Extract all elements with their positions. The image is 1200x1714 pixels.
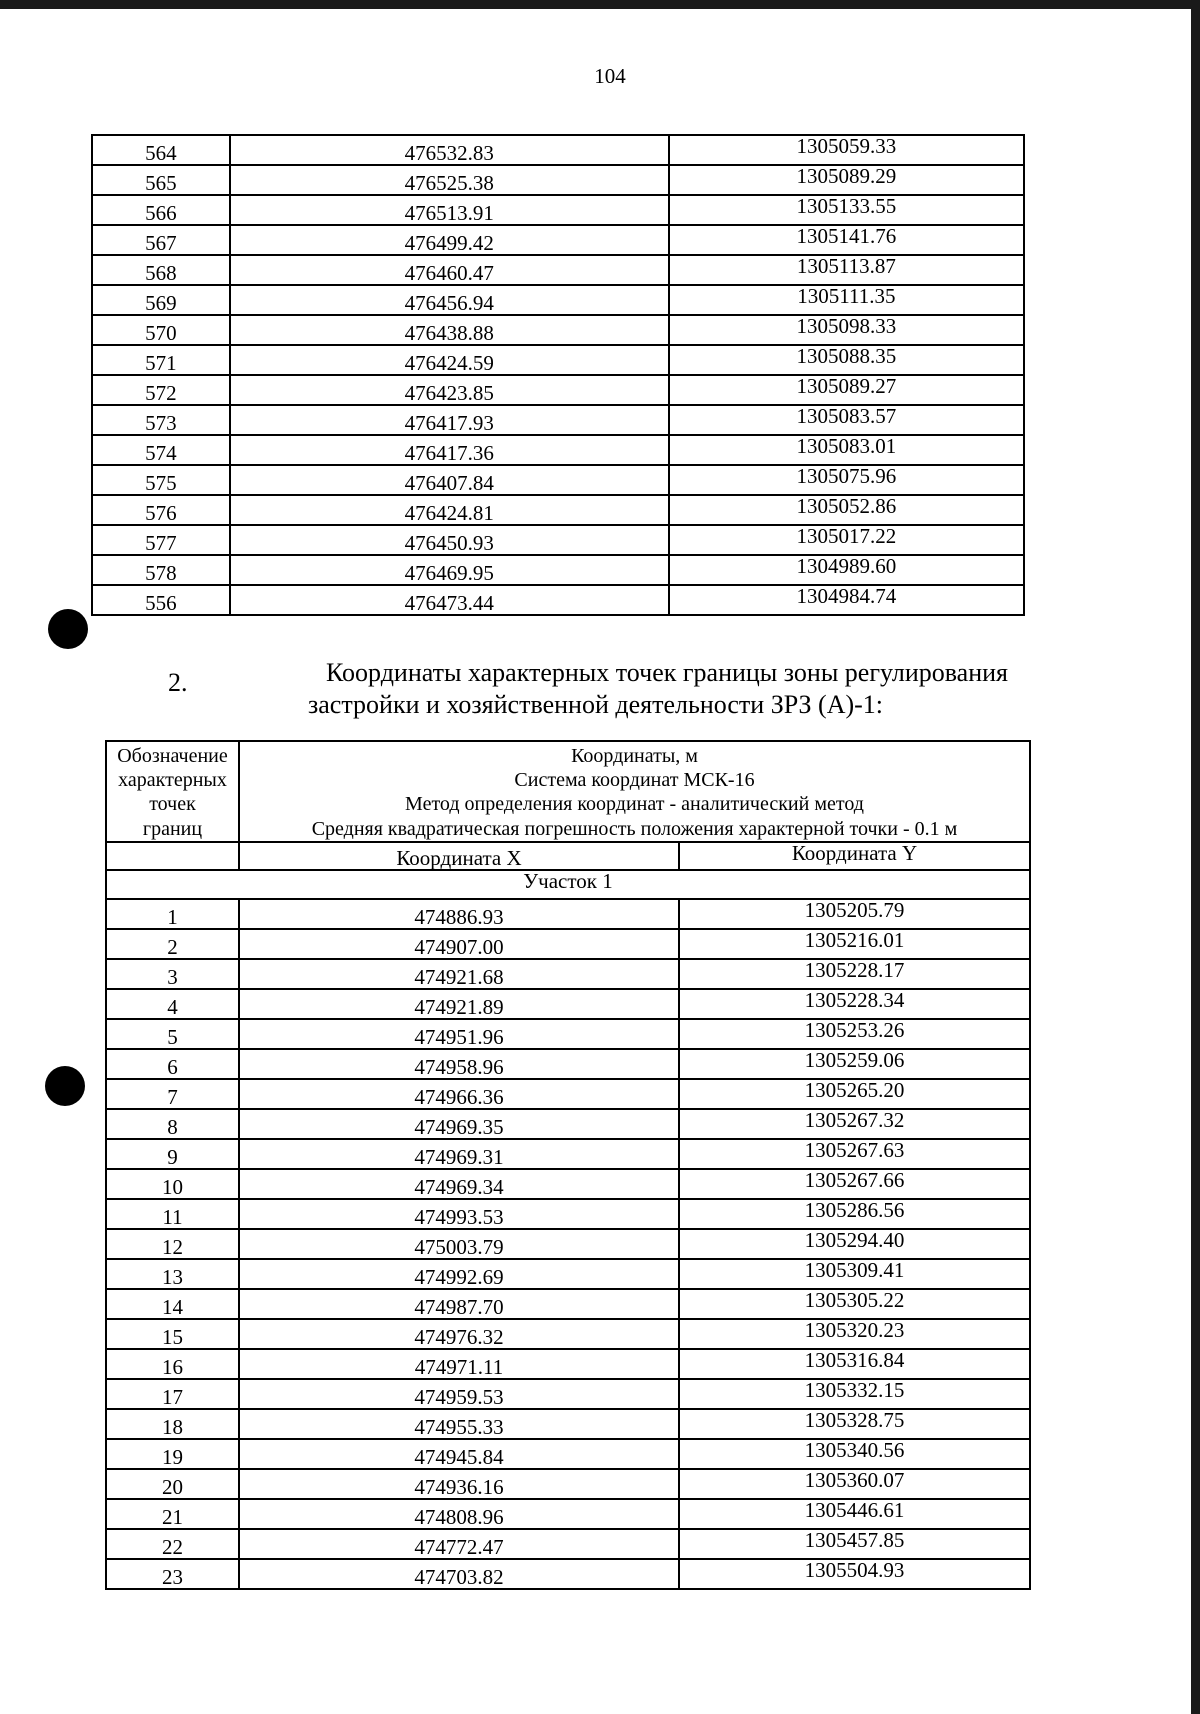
section-title-cell: Участок 1 — [106, 870, 1030, 899]
coordinate-y-cell: 1305111.35 — [669, 285, 1024, 315]
point-number-cell: 15 — [106, 1319, 239, 1349]
section-title-line1: Координаты характерных точек границы зоны регулирования — [326, 658, 1008, 687]
point-number-cell: 23 — [106, 1559, 239, 1589]
header-point-label — [106, 741, 239, 842]
point-number-cell: 1 — [106, 899, 239, 929]
coordinate-x-cell: 474969.31 — [239, 1139, 679, 1169]
coordinate-y-cell: 1304984.74 — [669, 585, 1024, 615]
point-number-cell: 18 — [106, 1409, 239, 1439]
coordinate-x-cell: 476450.93 — [230, 525, 669, 555]
coordinate-y-cell: 1305457.85 — [679, 1529, 1030, 1559]
table-row — [92, 195, 1024, 225]
coordinate-x-cell: 474955.33 — [239, 1409, 679, 1439]
coordinate-x-cell: 474886.93 — [239, 899, 679, 929]
coordinate-y-cell: 1305305.22 — [679, 1289, 1030, 1319]
point-number-cell: 573 — [92, 405, 230, 435]
coordinate-y-cell: 1305083.57 — [669, 405, 1024, 435]
point-number-cell: 564 — [92, 135, 230, 165]
coordinate-x-cell: 474958.96 — [239, 1049, 679, 1079]
coordinate-x-cell: 476499.42 — [230, 225, 669, 255]
coordinates-table-continued — [91, 134, 1025, 616]
point-number-cell: 576 — [92, 495, 230, 525]
header-coords-line: Средняя квадратическая погрешность положения характерной точки - 0.1 м — [311, 817, 958, 840]
coordinate-y-cell: 1305059.33 — [669, 135, 1024, 165]
header-label-line: границ — [142, 817, 203, 840]
table-row — [92, 165, 1024, 195]
table-row — [92, 225, 1024, 255]
coordinate-y-cell: 1305088.35 — [669, 345, 1024, 375]
coordinate-y-cell: 1305259.06 — [679, 1049, 1030, 1079]
table-row — [106, 1559, 1030, 1589]
coordinate-x-cell: 476513.91 — [230, 195, 669, 225]
table-row — [106, 1409, 1030, 1439]
table-row — [92, 465, 1024, 495]
coordinate-y-cell: 1305446.61 — [679, 1499, 1030, 1529]
table-row — [92, 555, 1024, 585]
header-coords-line: Система координат МСК-16 — [514, 769, 755, 792]
header-label-line: характерных — [118, 769, 227, 792]
table-row — [92, 495, 1024, 525]
column-header-x: Координата X — [239, 842, 679, 870]
point-number-cell: 17 — [106, 1379, 239, 1409]
point-number-cell: 14 — [106, 1289, 239, 1319]
coordinate-y-cell: 1305133.55 — [669, 195, 1024, 225]
point-number-cell: 556 — [92, 585, 230, 615]
table-row — [106, 1049, 1030, 1079]
table-row — [92, 585, 1024, 615]
table-row — [106, 1019, 1030, 1049]
coordinate-y-cell: 1305089.29 — [669, 165, 1024, 195]
coordinate-x-cell: 474907.00 — [239, 929, 679, 959]
coordinate-x-cell: 474993.53 — [239, 1199, 679, 1229]
point-number-cell: 22 — [106, 1529, 239, 1559]
coordinate-y-cell: 1305253.26 — [679, 1019, 1030, 1049]
coordinate-x-cell: 476460.47 — [230, 255, 669, 285]
coordinate-y-cell: 1305286.56 — [679, 1199, 1030, 1229]
header-coords-line: Метод определения координат - аналитический метод — [405, 793, 864, 816]
coordinate-x-cell: 476417.36 — [230, 435, 669, 465]
coordinate-x-cell: 474703.82 — [239, 1559, 679, 1589]
table-row — [106, 1289, 1030, 1319]
table-row — [106, 1469, 1030, 1499]
section-number: 2. — [168, 668, 188, 697]
coordinate-x-cell: 475003.79 — [239, 1229, 679, 1259]
scan-edge-right — [1191, 0, 1200, 1714]
coordinate-x-cell: 476456.94 — [230, 285, 669, 315]
coordinate-y-cell: 1305316.84 — [679, 1349, 1030, 1379]
table-header-row — [106, 741, 1030, 842]
coordinate-y-cell: 1305017.22 — [669, 525, 1024, 555]
table-row — [106, 1499, 1030, 1529]
point-number-cell: 7 — [106, 1079, 239, 1109]
point-number-cell: 11 — [106, 1199, 239, 1229]
table-row — [92, 435, 1024, 465]
table-section-row — [106, 870, 1030, 899]
point-number-cell: 571 — [92, 345, 230, 375]
header-label-line: точек — [149, 793, 196, 816]
coordinate-x-cell: 476424.81 — [230, 495, 669, 525]
table-row — [106, 1529, 1030, 1559]
zrz-coordinates-table — [105, 740, 1031, 1590]
table-row — [92, 525, 1024, 555]
header-label-line: Обозначение — [117, 745, 228, 767]
coordinate-x-cell: 474966.36 — [239, 1079, 679, 1109]
coordinate-y-cell: 1305089.27 — [669, 375, 1024, 405]
table-row — [106, 1079, 1030, 1109]
coordinate-x-cell: 474969.35 — [239, 1109, 679, 1139]
empty-cell — [106, 842, 239, 870]
coordinate-y-cell: 1305075.96 — [669, 465, 1024, 495]
point-number-cell: 10 — [106, 1169, 239, 1199]
table-row — [92, 345, 1024, 375]
scan-edge-top — [0, 0, 1200, 9]
coordinate-y-cell: 1305083.01 — [669, 435, 1024, 465]
coordinate-x-cell: 474808.96 — [239, 1499, 679, 1529]
coordinate-y-cell: 1305320.23 — [679, 1319, 1030, 1349]
point-number-cell: 5 — [106, 1019, 239, 1049]
coordinate-x-cell: 474936.16 — [239, 1469, 679, 1499]
table-row — [92, 405, 1024, 435]
coordinate-x-cell: 474987.70 — [239, 1289, 679, 1319]
table-row — [106, 1379, 1030, 1409]
coordinate-y-cell: 1305504.93 — [679, 1559, 1030, 1589]
table-row — [106, 1259, 1030, 1289]
table-row — [106, 959, 1030, 989]
point-number-cell: 6 — [106, 1049, 239, 1079]
table-row — [92, 135, 1024, 165]
point-number-cell: 2 — [106, 929, 239, 959]
point-number-cell: 20 — [106, 1469, 239, 1499]
point-number-cell: 567 — [92, 225, 230, 255]
point-number-cell: 578 — [92, 555, 230, 585]
coordinate-y-cell: 1305265.20 — [679, 1079, 1030, 1109]
point-number-cell: 577 — [92, 525, 230, 555]
coordinate-x-cell: 474945.84 — [239, 1439, 679, 1469]
point-number-cell: 12 — [106, 1229, 239, 1259]
coordinate-x-cell: 476407.84 — [230, 465, 669, 495]
coordinate-x-cell: 474921.89 — [239, 989, 679, 1019]
table-row — [106, 1319, 1030, 1349]
coordinate-y-cell: 1305332.15 — [679, 1379, 1030, 1409]
point-number-cell: 565 — [92, 165, 230, 195]
coordinate-x-cell: 476424.59 — [230, 345, 669, 375]
column-header-y: Координата Y — [679, 842, 1030, 870]
coordinate-y-cell: 1305294.40 — [679, 1229, 1030, 1259]
coordinate-y-cell: 1305328.75 — [679, 1409, 1030, 1439]
point-number-cell: 3 — [106, 959, 239, 989]
point-number-cell: 8 — [106, 1109, 239, 1139]
point-number-cell: 19 — [106, 1439, 239, 1469]
coordinate-y-cell: 1305228.34 — [679, 989, 1030, 1019]
coordinate-x-cell: 476532.83 — [230, 135, 669, 165]
coordinate-y-cell: 1305113.87 — [669, 255, 1024, 285]
coordinate-y-cell: 1305141.76 — [669, 225, 1024, 255]
table-row — [92, 255, 1024, 285]
coordinate-x-cell: 476473.44 — [230, 585, 669, 615]
coordinate-x-cell: 474992.69 — [239, 1259, 679, 1289]
coordinate-y-cell: 1305267.32 — [679, 1109, 1030, 1139]
coordinate-x-cell: 474969.34 — [239, 1169, 679, 1199]
coordinate-y-cell: 1305360.07 — [679, 1469, 1030, 1499]
coordinate-y-cell: 1305216.01 — [679, 929, 1030, 959]
coordinate-y-cell: 1304989.60 — [669, 555, 1024, 585]
coordinate-y-cell: 1305052.86 — [669, 495, 1024, 525]
coordinate-x-cell: 476423.85 — [230, 375, 669, 405]
coordinate-y-cell: 1305309.41 — [679, 1259, 1030, 1289]
header-coordinates — [239, 741, 1030, 842]
point-number-cell: 574 — [92, 435, 230, 465]
table-row — [106, 1139, 1030, 1169]
coordinate-y-cell: 1305228.17 — [679, 959, 1030, 989]
coordinate-x-cell: 474976.32 — [239, 1319, 679, 1349]
table-row — [106, 1199, 1030, 1229]
punch-hole-upper — [48, 609, 88, 649]
point-number-cell: 4 — [106, 989, 239, 1019]
table-row — [106, 899, 1030, 929]
table-row — [106, 929, 1030, 959]
point-number-cell: 568 — [92, 255, 230, 285]
coordinate-x-cell: 474921.68 — [239, 959, 679, 989]
point-number-cell: 569 — [92, 285, 230, 315]
coordinate-x-cell: 476525.38 — [230, 165, 669, 195]
coordinate-x-cell: 476417.93 — [230, 405, 669, 435]
coordinates-table-body — [92, 135, 1024, 615]
table-row — [106, 989, 1030, 1019]
table-row — [106, 1349, 1030, 1379]
coordinate-y-cell: 1305098.33 — [669, 315, 1024, 345]
point-number-cell: 21 — [106, 1499, 239, 1529]
table-row — [106, 1109, 1030, 1139]
table-row — [106, 1169, 1030, 1199]
coordinate-x-cell: 474959.53 — [239, 1379, 679, 1409]
table-row — [92, 285, 1024, 315]
header-coords-line: Координаты, м — [571, 745, 698, 767]
point-number-cell: 16 — [106, 1349, 239, 1379]
coordinate-x-cell: 474772.47 — [239, 1529, 679, 1559]
point-number-cell: 572 — [92, 375, 230, 405]
table-row — [106, 1439, 1030, 1469]
point-number-cell: 566 — [92, 195, 230, 225]
coordinate-x-cell: 474971.11 — [239, 1349, 679, 1379]
zrz-table-body — [106, 899, 1030, 1589]
page-number: 104 — [594, 64, 626, 88]
coordinate-x-cell: 474951.96 — [239, 1019, 679, 1049]
point-number-cell: 13 — [106, 1259, 239, 1289]
section-title-line2: застройки и хозяйственной деятельности ЗРЗ (А)-1: — [308, 690, 884, 719]
table-subheader-row — [106, 842, 1030, 870]
table-row — [92, 315, 1024, 345]
point-number-cell: 9 — [106, 1139, 239, 1169]
punch-hole-lower — [45, 1066, 85, 1106]
coordinate-y-cell: 1305267.63 — [679, 1139, 1030, 1169]
coordinate-y-cell: 1305340.56 — [679, 1439, 1030, 1469]
point-number-cell: 575 — [92, 465, 230, 495]
table-row — [106, 1229, 1030, 1259]
coordinate-x-cell: 476438.88 — [230, 315, 669, 345]
coordinate-y-cell: 1305205.79 — [679, 899, 1030, 929]
coordinate-x-cell: 476469.95 — [230, 555, 669, 585]
point-number-cell: 570 — [92, 315, 230, 345]
coordinate-y-cell: 1305267.66 — [679, 1169, 1030, 1199]
table-row — [92, 375, 1024, 405]
